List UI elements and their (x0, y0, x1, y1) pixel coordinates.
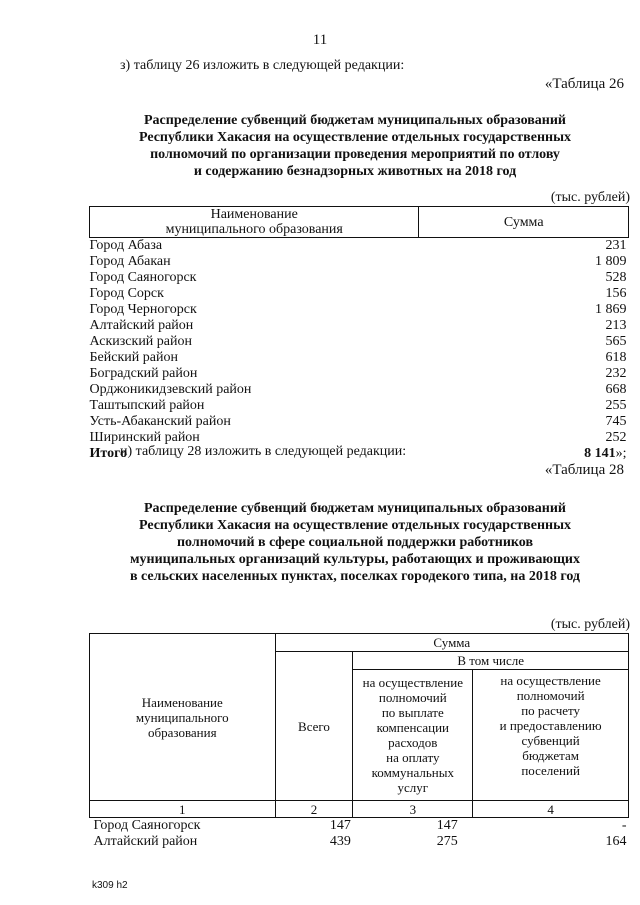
section-z-intro: з) таблицу 26 изложить в следующей редакции: (120, 58, 405, 73)
row-name: Аскизский район (89, 334, 192, 349)
row-total: 147 (329, 818, 351, 833)
title-line: и содержанию безнадзорных животных на 2018 год (193, 164, 517, 179)
row-name: Алтайский район (89, 318, 194, 333)
row-name: Ширинский район (89, 430, 200, 445)
column-header-settlements: на осуществление полномочий по расчету и предоставлению субвенций бюджетам поселений (473, 670, 629, 801)
row-name: Город Саяногорск (93, 818, 201, 833)
section-i-intro: и) таблицу 28 изложить в следующей редакции: (120, 444, 407, 459)
column-header-name: Наименование муниципального образования (90, 634, 276, 801)
row-sum: 745 (605, 414, 627, 429)
row-settlements: - (621, 818, 627, 833)
table-26-title (60, 112, 640, 180)
table-row (90, 286, 629, 302)
column-header-sum: Сумма (419, 207, 629, 238)
row-name: Город Черногорск (89, 302, 197, 317)
row-name: Алтайский район (93, 834, 198, 849)
row-name: Бейский район (89, 350, 178, 365)
row-sum: 231 (605, 238, 627, 253)
row-name: Усть-Абаканский район (89, 414, 231, 429)
table-row (90, 350, 629, 366)
table-row (90, 238, 629, 255)
table-row (90, 366, 629, 382)
row-sum: 252 (605, 430, 627, 445)
table-row (90, 334, 629, 350)
table-26-caption: «Таблица 26 (544, 76, 624, 92)
table-row (90, 818, 629, 835)
title-line: муниципальных организаций культуры, работающих и проживающих (130, 552, 580, 567)
row-name: Боградский район (89, 366, 198, 381)
row-sum: 1 869 (595, 302, 627, 317)
row-sum: 565 (605, 334, 627, 349)
table-28-units: (тыс. рублей) (550, 617, 630, 632)
column-header-name: Наименование муниципального образования (90, 207, 419, 238)
table-header-row (90, 207, 629, 238)
row-sum: 1 809 (595, 254, 627, 269)
column-header-sum: Сумма (275, 634, 628, 652)
column-number: 4 (473, 801, 629, 818)
title-line: Республики Хакасия на осуществление отдельных государственных (138, 518, 572, 533)
column-number: 3 (353, 801, 473, 818)
table-28-title (50, 500, 640, 585)
total-label: Итого (89, 446, 128, 461)
title-line: Распределение субвенций бюджетам муниципальных образований (144, 501, 566, 516)
row-utilities: 147 (436, 818, 458, 833)
total-cell (419, 446, 629, 462)
row-name: Город Саяногорск (89, 270, 197, 285)
table-row (90, 414, 629, 430)
table-28-caption: «Таблица 28 (544, 462, 624, 478)
row-settlements: 164 (605, 834, 627, 849)
row-name: Город Абакан (89, 254, 171, 269)
row-sum: 618 (605, 350, 627, 365)
column-header-including: В том числе (353, 652, 629, 670)
table-row (90, 254, 629, 270)
table-row (90, 834, 629, 850)
table-26 (89, 206, 629, 462)
footer-code: k309 h2 (92, 880, 128, 891)
title-line: в сельских населенных пунктах, поселках городекого типа, на 2018 год (129, 569, 581, 584)
title-line: полномочий по организации проведения мероприятий по отлову (150, 147, 560, 162)
column-number: 2 (275, 801, 353, 818)
column-number-row (90, 801, 629, 818)
table-row (90, 302, 629, 318)
title-line: Республики Хакасия на осуществление отдельных государственных (138, 130, 572, 145)
row-sum: 528 (605, 270, 627, 285)
page-number: 11 (312, 32, 328, 48)
row-name: Таштыпский район (89, 398, 205, 413)
row-name: Орджоникидзевский район (89, 382, 252, 397)
row-sum: 255 (605, 398, 627, 413)
table-row (90, 398, 629, 414)
row-sum: 232 (605, 366, 627, 381)
title-line: Распределение субвенций бюджетам муниципальных образований (144, 113, 566, 128)
table-row (90, 382, 629, 398)
row-utilities: 275 (436, 834, 458, 849)
total-suffix: »; (615, 446, 627, 461)
column-header-total: Всего (275, 652, 353, 801)
row-sum: 156 (605, 286, 627, 301)
table-28 (89, 633, 629, 850)
title-line: полномочий в сфере социальной поддержки работников (176, 535, 534, 550)
column-header-utilities: на осуществление полномочий по выплате компенсации расходов на оплату коммунальных услуг (353, 670, 473, 801)
table-row (90, 270, 629, 286)
row-sum: 213 (605, 318, 627, 333)
table-26-units: (тыс. рублей) (550, 190, 630, 205)
row-name: Город Сорск (89, 286, 164, 301)
table-row (90, 318, 629, 334)
column-number: 1 (90, 801, 276, 818)
row-sum: 668 (605, 382, 627, 397)
row-name: Город Абаза (89, 238, 163, 253)
total-sum: 8 141 (584, 446, 616, 461)
row-total: 439 (329, 834, 351, 849)
